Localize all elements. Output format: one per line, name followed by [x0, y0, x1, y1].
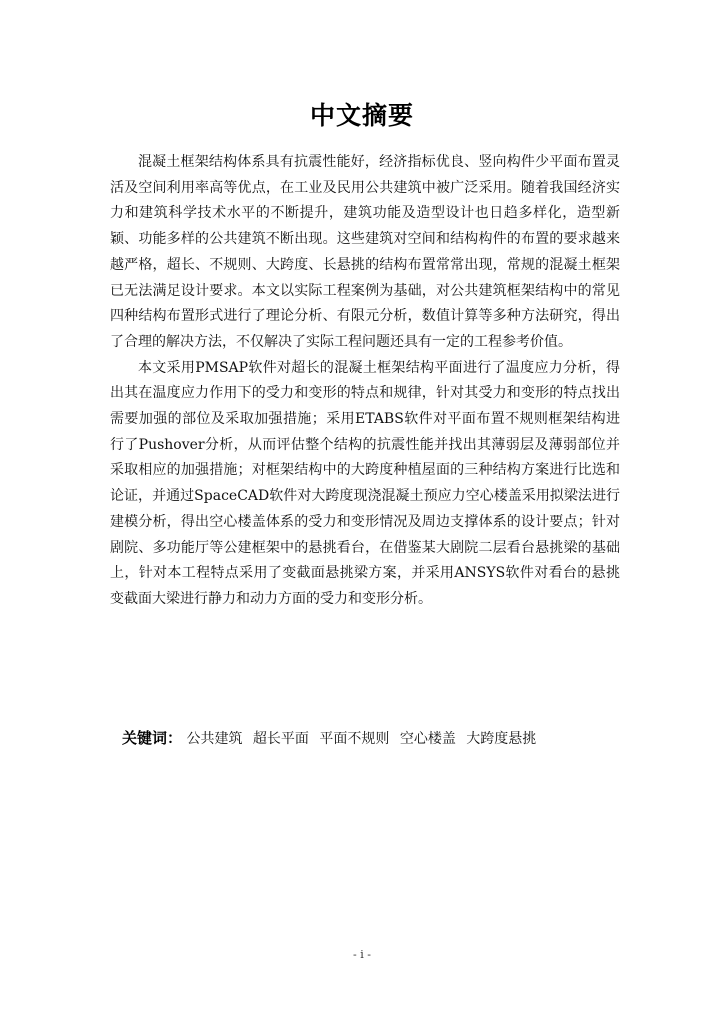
keyword: 公共建筑: [186, 731, 243, 747]
keyword: 空心楼盖: [399, 731, 456, 747]
keywords-line: [122, 727, 542, 750]
keyword: 平面不规则: [319, 731, 390, 747]
page-title: 中文摘要: [309, 101, 414, 130]
abstract-body: [110, 150, 620, 613]
keyword: 超长平面: [252, 731, 309, 747]
abstract-paragraph-1: 混凝土框架结构体系具有抗震性能好，经济指标优良、竖向构件少平面布置灵活及空间利用率高等优点，在工业及民用公共建筑中被广泛采用。随着我国经济实力和建筑科学技术水平的不断提升，建筑功能及造型设计也日趋多样化，造型新颖、功能多样的公共建筑不断出现。这些建筑对空间和结构构件的布置的要求越来越严格，超长、不规则、大跨度、长悬挑的结构布置常常出现，常规的混凝土框架已无法满足设计要求。本文以实际工程案例为基础，对公共建筑框架结构中的常见四种结构布置形式进行了理论分析、有限元分析，数值计算等多种方法研究，得出了合理的解决方法，不仅解决了实际工程问题还具有一定的工程参考价值。: [110, 154, 620, 350]
abstract-paragraph-2: 本文采用PMSAP软件对超长的混凝土框架结构平面进行了温度应力分析，得出其在温度应力作用下的受力和变形的特点和规律，针对其受力和变形的特点找出需要加强的部位及采取加强措施；采用ETABS软件对平面布置不规则框架结构进行了Pushover分析，从而评估整个结构的抗震性能并找出其薄弱层及薄弱部位并采取相应的加强措施；对框架结构中的大跨度种植屋面的三种结构方案进行比选和论证，并通过SpaceCAD软件对大跨度现浇混凝土预应力空心楼盖采用拟梁法进行建模分析，得出空心楼盖体系的受力和变形情况及周边支撑体系的设计要点；针对剧院、多功能厅等公建框架中的悬挑看台，在借鉴某大剧院二层看台悬挑梁的基础上，针对本工程特点采用了变截面悬挑梁方案，并采用ANSYS软件对看台的悬挑变截面大梁进行静力和动力方面的受力和变形分析。: [110, 359, 620, 607]
page-number: - i -: [353, 948, 371, 961]
keywords-list: [186, 731, 542, 747]
keywords-label: 关键词：: [122, 729, 183, 747]
keyword: 大跨度悬挑: [466, 731, 537, 747]
